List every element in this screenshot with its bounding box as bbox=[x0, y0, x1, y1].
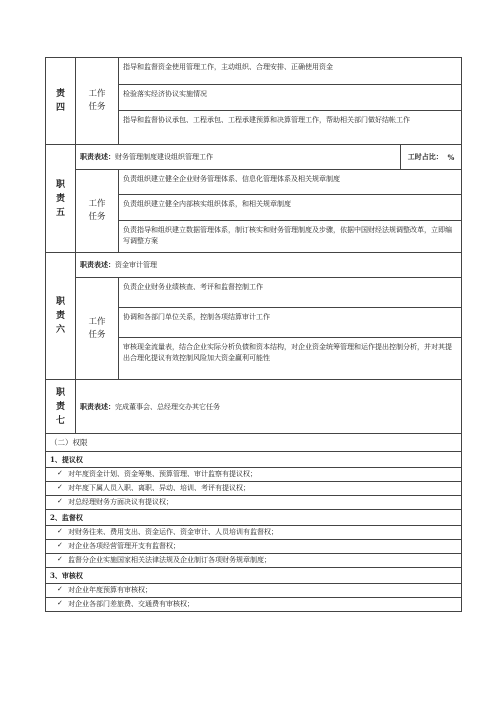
duty6-item-1: 负责企业财务业绩核查、考评和监督控制工作 bbox=[119, 278, 461, 308]
duty4-label: 责四 bbox=[46, 58, 76, 144]
list-item: ✓ 对年度下属人员入职、离职、异动、培训、考评有提议权； bbox=[46, 482, 461, 496]
duty5-description: 职责表述：财务管理制度建设组织管理工作 工时占比： % bbox=[76, 145, 461, 169]
duty5-time-ratio: 工时占比： % bbox=[400, 145, 461, 169]
duty5-row bbox=[46, 145, 461, 253]
group-title: 1、提议权 bbox=[46, 452, 461, 468]
authority-title: （二）权限 bbox=[46, 434, 461, 452]
authority-group-supervise bbox=[46, 510, 461, 568]
group-title: 3、审核权 bbox=[46, 568, 461, 584]
duty6-label: 职责六 bbox=[46, 253, 76, 379]
duty6-description: 职责表述：资金审计管理 bbox=[80, 260, 157, 269]
authority-group-review bbox=[46, 568, 461, 611]
list-item: ✓ 对年度资金计划、资金筹集、预算管理、审计监察有提议权； bbox=[46, 468, 461, 482]
duty5-item-3: 负责指导和组织建立数据管理体系，制订核实和财务管理制度及步骤，依据中国财经法规调整改革，立即编写调整方案 bbox=[123, 225, 452, 245]
list-item: ✓ 对企业各部门差旅费、交通费有审核权； bbox=[46, 598, 461, 611]
duty-table bbox=[45, 57, 462, 612]
duty6-row bbox=[46, 253, 461, 380]
authority-group-propose bbox=[46, 452, 461, 510]
list-item: ✓ 对企业各项经营管理开支有监督权； bbox=[46, 540, 461, 554]
duty7-row bbox=[46, 380, 461, 434]
duty5-label: 职责五 bbox=[46, 145, 76, 252]
authority-section bbox=[46, 434, 461, 611]
duty4-row bbox=[46, 58, 461, 145]
list-item: ✓ 监督分企业实施国家相关法律法规及企业制订各项财务规章制度； bbox=[46, 554, 461, 567]
duty4-task-label: 工作任务 bbox=[76, 58, 119, 144]
duty7-description: 职责表述：完成董事会、总经理交办其它任务 bbox=[80, 401, 220, 411]
duty6-item-2: 协调和各部门单位关系，控制各项结算审计工作 bbox=[119, 308, 461, 338]
duty4-item-1: 指导和监督资金使用管理工作，主动组织、合理安排、正确使用资金 bbox=[119, 58, 461, 85]
duty7-label: 职责七 bbox=[46, 380, 76, 433]
list-item: ✓ 对总经理财务方面决议有提议权； bbox=[46, 496, 461, 509]
list-item: ✓ 对企业年度预算有审核权； bbox=[46, 584, 461, 598]
duty4-item-2: 检验落实经济协议实施情况 bbox=[119, 85, 461, 112]
duty5-task-label: 工作任务 bbox=[76, 170, 119, 252]
duty5-item-1: 负责组织建立健全企业财务管理体系、信息化管理体系及相关规章制度 bbox=[119, 170, 461, 195]
duty4-item-3: 指导和监督协议承包、工程承包、工程承建预算和决算管理工作，帮助相关部门做好结帐工作 bbox=[123, 116, 410, 125]
group-title: 2、监督权 bbox=[46, 510, 461, 526]
duty5-item-2: 负责组织建立健全内部核实组织体系，和相关规章制度 bbox=[119, 195, 461, 220]
list-item: ✓ 对财务往来、费用支出、资金运作、资金审计、人员培训有监督权； bbox=[46, 526, 461, 540]
duty6-task-label: 工作任务 bbox=[76, 278, 119, 379]
duty6-item-3: 审核现金流量表，结合企业实际分析负债和资本结构，对企业资金统筹管理和运作提出控制分析，并对其提出合理化提议有效控制风险加大资金赢利可能性 bbox=[123, 342, 452, 362]
